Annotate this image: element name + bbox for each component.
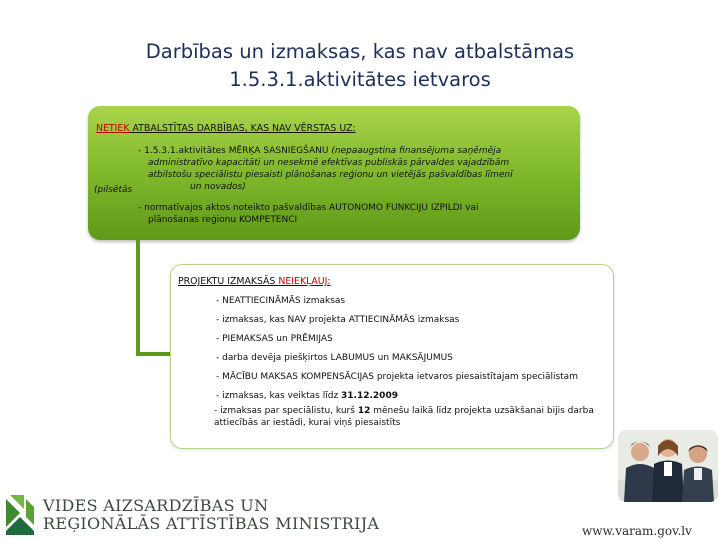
item6-text: - izmaksas, kas veiktas līdz <box>216 391 342 401</box>
unsupported-item-2-line-2: plānošanas reģionu KOMPETENCI <box>148 215 298 225</box>
item6-date: 31.12.2009 <box>341 391 398 401</box>
title-line-1: Darbības un izmaksas, kas nav atbalstāmas <box>145 40 575 63</box>
item1-emphasis: MĒRĶA SASNIEGŠANU <box>228 146 329 156</box>
header-negative-word: NETIEK <box>96 123 130 134</box>
ministry-name-line-2: REĢIONĀLĀS ATTĪSTĪBAS MINISTRIJA <box>43 514 380 533</box>
excluded-item-2: - izmaksas, kas NAV projekta ATTIECINĀMĀS izmaksas <box>216 315 460 325</box>
slide-title <box>0 38 720 94</box>
website-link[interactable]: www.varam.gov.lv <box>582 524 692 538</box>
excluded-costs-header <box>178 276 331 287</box>
unsupported-item-1-line-3 <box>148 170 513 182</box>
item1-detail: (nepaaugstina finansējuma saņēmēja <box>328 146 502 156</box>
excluded-header-text: PROJEKTU IZMAKSĀS <box>178 276 279 287</box>
excluded-item-1: - NEATTIECINĀMĀS izmaksas <box>216 296 346 306</box>
item7-text-a: - izmaksas par speciālistu, kurš <box>214 406 358 416</box>
connector-line-horizontal <box>136 352 172 356</box>
item7-number: 12 <box>357 406 371 416</box>
ministry-name-line-1: VIDES AIZSARDZĪBAS UN <box>43 496 269 515</box>
unsupported-item-2: - normatīvajos aktos noteikto pašvaldības AUTONOMO FUNKCIJU IZPILDI vai <box>138 203 479 213</box>
item1-line2-text: administratīvo kapacitāti un nesekmē efektīvas publiskās pārvaldes vajadzībām <box>148 158 510 168</box>
excluded-header-negative: NEIEKĻAUJ <box>278 276 328 287</box>
unsupported-item-1-left <box>94 185 132 197</box>
excluded-item-7-line-2: attiecībās ar iestādi, kurai viņš piesaistīts <box>214 418 401 428</box>
excluded-item-6 <box>216 391 398 403</box>
title-line-2: 1.5.3.1.aktivitātes ietvaros <box>229 68 491 91</box>
unsupported-activities-header <box>96 123 356 134</box>
excluded-header-colon: : <box>327 276 331 287</box>
excluded-item-3: - PIEMAKSAS un PRĒMIJAS <box>216 334 333 344</box>
unsupported-item-1 <box>138 146 501 158</box>
item1-line3-text: atbilstošu speciālistu piesaisti plānošanas reģionu un vietējās pašvaldības līmenī <box>148 170 513 180</box>
item1-line4-text: un novados) <box>190 182 246 192</box>
excluded-item-4: - darba devēja piešķirtos LABUMUS un MAKSĀJUMUS <box>216 353 453 363</box>
excluded-item-5: - MĀCĪBU MAKSAS KOMPENSĀCIJAS projekta ietvaros piesaistītajam speciālistam <box>216 372 578 382</box>
header-rest: ATBALSTĪTAS DARBĪBAS, KAS NAV VĒRSTAS UZ: <box>129 123 356 134</box>
connector-line-vertical <box>136 240 140 356</box>
item7-text-c: mēnešu laikā līdz projekta uzsākšanai bijis darba <box>370 406 594 416</box>
excluded-item-7 <box>214 406 594 418</box>
unsupported-item-1-line-4 <box>190 182 246 194</box>
unsupported-item-1-line-2 <box>148 158 509 170</box>
business-people-photo <box>618 430 718 502</box>
ministry-logo-icon <box>4 495 36 535</box>
item1-left-text: (pilsētās <box>94 185 133 195</box>
ministry-name <box>43 497 379 533</box>
item1-prefix: - 1.5.3.1.aktivitātes <box>138 146 229 156</box>
